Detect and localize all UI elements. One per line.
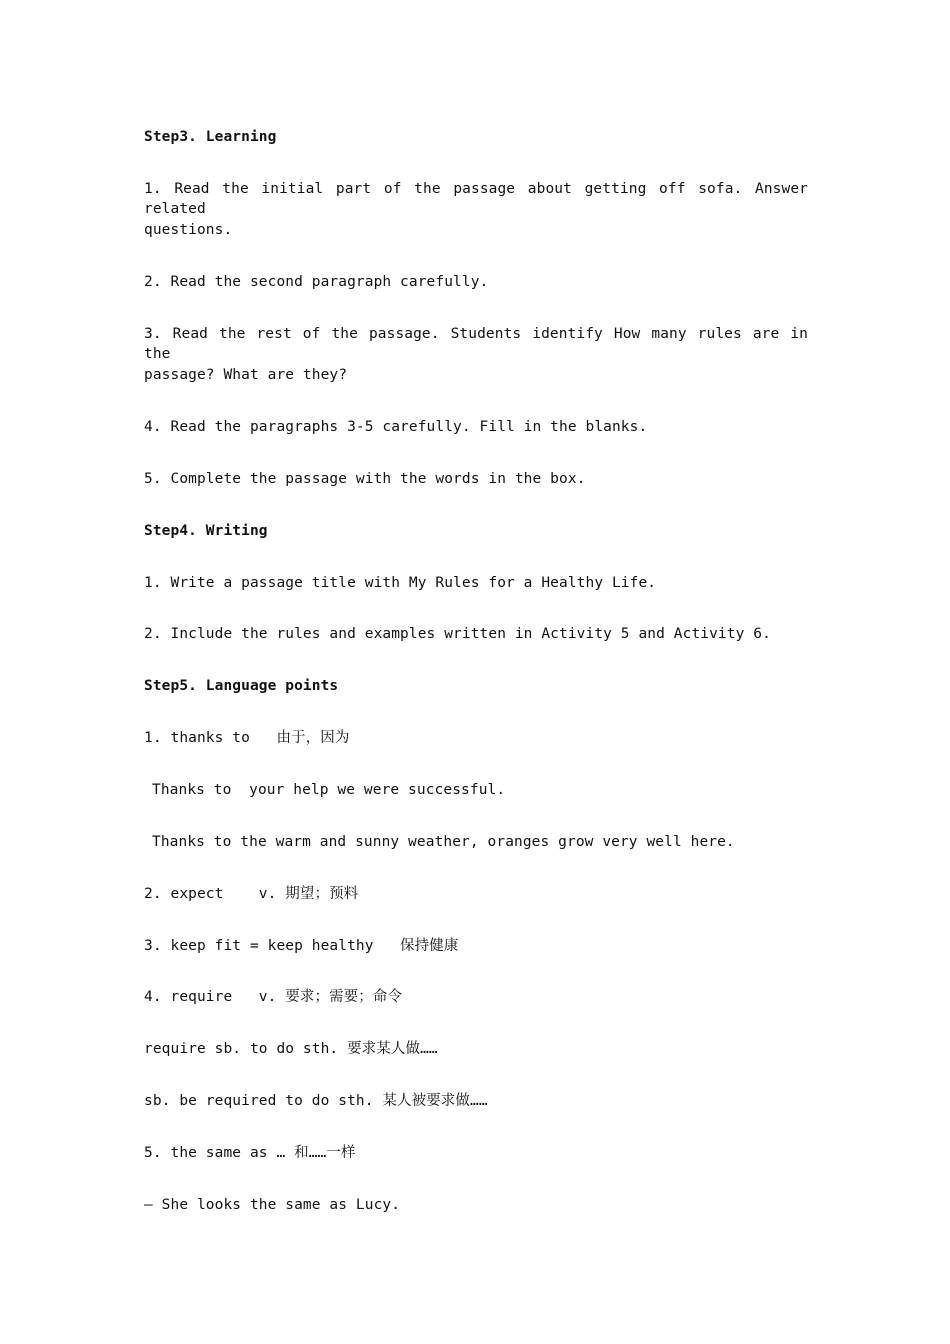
language-point-1: 1. thanks to 由于，因为 bbox=[144, 730, 350, 746]
language-point-5-example-1: — She looks the same as Lucy. bbox=[144, 1197, 401, 1213]
step3-item-3-line-2: passage? What are they? bbox=[144, 367, 348, 383]
language-point-4: 4. require v. 要求；需要；命令 bbox=[144, 989, 403, 1005]
step3-item-5: 5. Complete the passage with the words in the box. bbox=[144, 471, 586, 487]
step3-item-1-line-2: questions. bbox=[144, 222, 233, 238]
language-point-4-example-1: require sb. to do sth. 要求某人做…… bbox=[144, 1041, 438, 1057]
language-point-2: 2. expect v. 期望；预料 bbox=[144, 886, 359, 902]
language-point-1-example-1: Thanks to your help we were successful. bbox=[152, 782, 506, 798]
step3-item-1-line-1: 1. Read the initial part of the passage about getting off sofa. Answer related bbox=[144, 181, 808, 217]
language-point-3: 3. keep fit = keep healthy 保持健康 bbox=[144, 938, 459, 954]
step5-heading: Step5. Language points bbox=[144, 678, 339, 694]
language-point-4-example-2: sb. be required to do sth. 某人被要求做…… bbox=[144, 1093, 488, 1109]
step4-item-1: 1. Write a passage title with My Rules for a Healthy Life. bbox=[144, 575, 657, 591]
step3-heading: Step3. Learning bbox=[144, 129, 277, 145]
step4-item-2: 2. Include the rules and examples written in Activity 5 and Activity 6. bbox=[144, 626, 771, 642]
language-point-1-example-2: Thanks to the warm and sunny weather, oranges grow very well here. bbox=[152, 834, 735, 850]
language-point-5: 5. the same as … 和……一样 bbox=[144, 1145, 356, 1161]
step3-item-3-line-1: 3. Read the rest of the passage. Students identify How many rules are in the bbox=[144, 326, 808, 362]
step3-item-2: 2. Read the second paragraph carefully. bbox=[144, 274, 489, 290]
step3-item-4: 4. Read the paragraphs 3-5 carefully. Fill in the blanks. bbox=[144, 419, 648, 435]
step4-heading: Step4. Writing bbox=[144, 523, 268, 539]
